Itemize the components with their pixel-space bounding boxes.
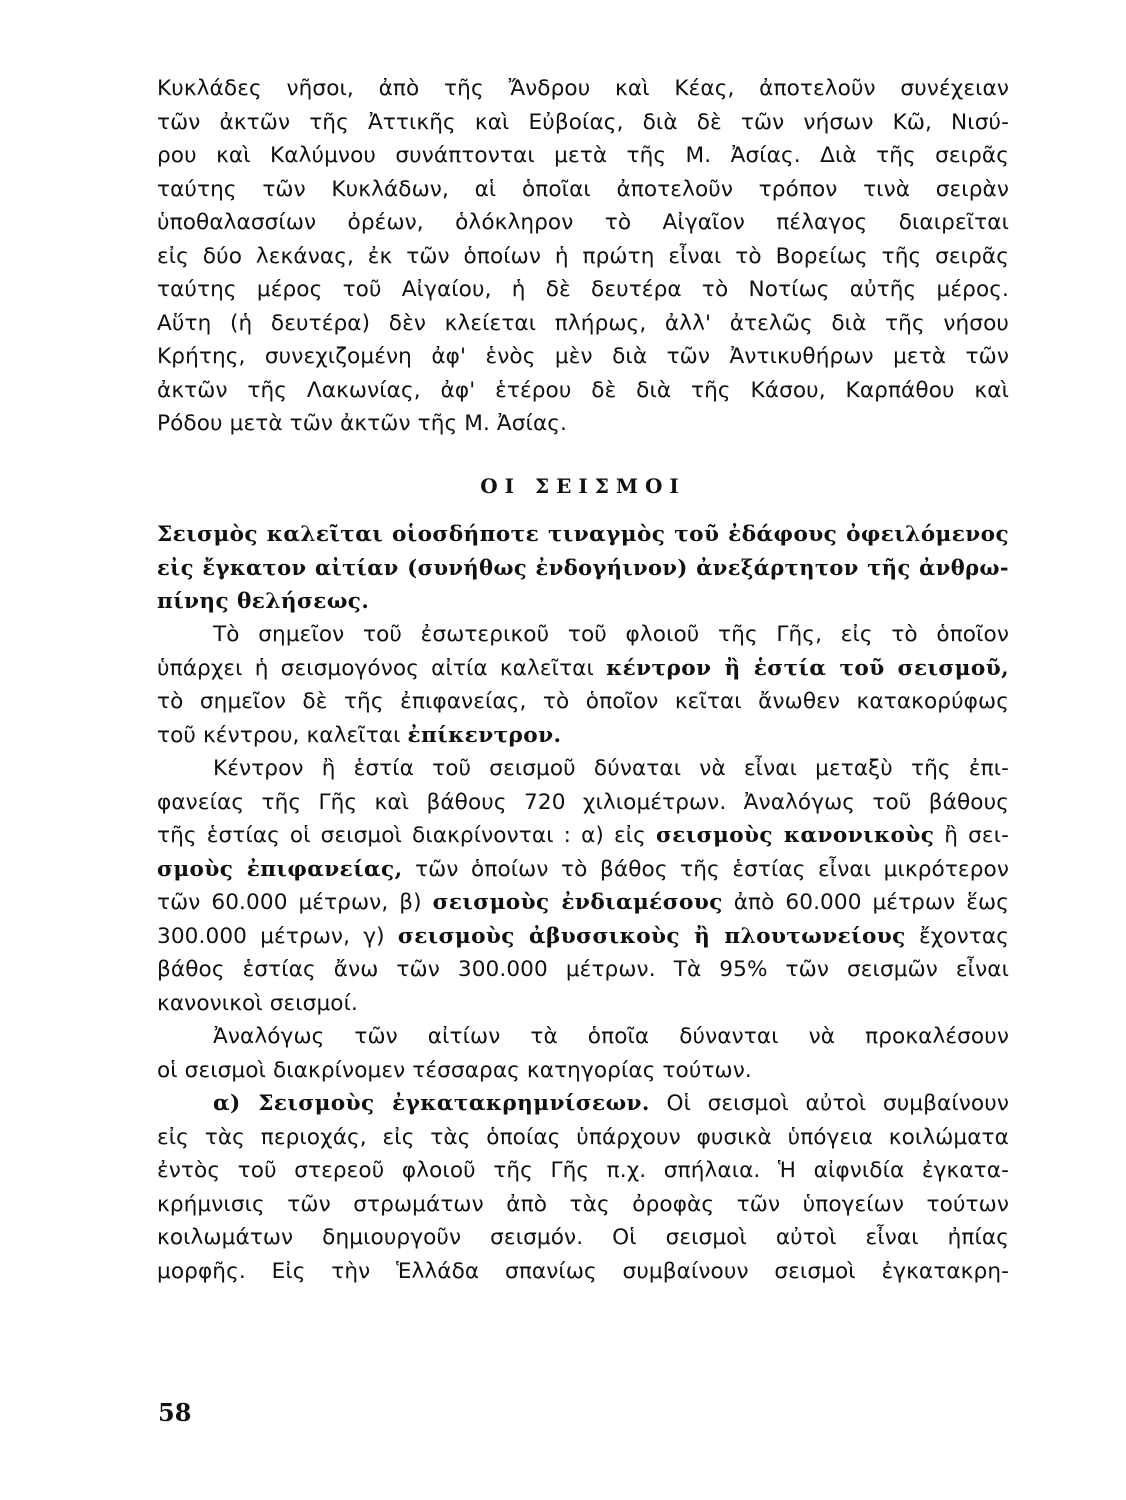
text-line: κανονικοὶ σεισμοί. — [157, 990, 358, 1016]
text-line: ρου καὶ Καλύμνου συνάπτονται μετὰ τῆς Μ. Ἀσίας. Διὰ τῆς σειρᾶς — [157, 143, 1009, 168]
term-collapse: α) Σεισμοὺς ἐγκατακρημνίσεων. — [213, 1091, 650, 1116]
term-intermediate: σεισμοὺς ἐνδιαμέσους — [432, 890, 723, 915]
text-line: τοῦ κέντρου, καλεῖται ἐπίκεντρον. — [157, 722, 562, 748]
text-line: Τὸ σημεῖον τοῦ ἐσωτερικοῦ τοῦ φλοιοῦ τῆς Γῆς, εἰς τὸ ὁποῖον — [213, 622, 1009, 647]
term-focus: κέντρον ἢ ἑστία τοῦ σεισμοῦ, — [606, 655, 1009, 681]
text-line: βάθος ἑστίας ἄνω τῶν 300.000 μέτρων. Τὰ 95% τῶν σεισμῶν εἶναι — [157, 957, 1009, 982]
paragraph-causes — [157, 1020, 1009, 1087]
text-line: Κέντρον ἢ ἑστία τοῦ σεισμοῦ δύναται νὰ εἶναι μεταξὺ τῆς ἐπι- — [213, 756, 1009, 781]
text-line: οἱ σεισμοὶ διακρίνομεν τέσσαρας κατηγορίας τούτων. — [157, 1057, 752, 1083]
text-line: ὑποθαλασσίων ὀρέων, ὁλόκληρον τὸ Αἰγαῖον πέλαγος διαιρεῖται — [157, 210, 1009, 235]
text-line: κοιλωμάτων δημιουργοῦν σεισμόν. Οἱ σεισμοὶ αὐτοὶ εἶναι ἠπίας — [157, 1225, 1009, 1250]
text-line: Κρήτης, συνεχιζομένη ἀφ' ἑνὸς μὲν διὰ τῶν Ἀντικυθήρων μετὰ τῶν — [157, 344, 1009, 369]
text-line: εἰς δύο λεκάνας, ἐκ τῶν ὁποίων ἡ πρώτη εἶναι τὸ Βορείως τῆς σειρᾶς — [157, 243, 1009, 269]
text-line: ἀκτῶν τῆς Λακωνίας, ἀφ' ἑτέρου δὲ διὰ τῆς Κάσου, Καρπάθου καὶ — [157, 377, 1009, 403]
term-abyssal: σεισμοὺς ἀβυσσικοὺς ἢ πλουτωνείους — [397, 923, 906, 949]
text-line: α) Σεισμοὺς ἐγκατακρημνίσεων. Οἱ σεισμοὶ αὐτοὶ συμβαίνουν — [213, 1091, 1009, 1116]
term-normal: σεισμοὺς κανονικοὺς — [655, 823, 935, 848]
text-line: Σεισμὸς καλεῖται οἱοσδήποτε τιναγμὸς τοῦ ἐδάφους ὀφειλόμενος — [157, 521, 1009, 547]
text-line: Ρόδου μετὰ τῶν ἀκτῶν τῆς Μ. Ἀσίας. — [157, 411, 568, 436]
text-line: τῶν 60.000 μέτρων, β) σεισμοὺς ἐνδιαμέσους ἀπὸ 60.000 μέτρων ἕως — [157, 890, 1009, 915]
text-line: πίνης θελήσεως. — [157, 588, 370, 614]
text-line: τῆς ἑστίας οἱ σεισμοὶ διακρίνονται : α) εἰς σεισμοὺς κανονικοὺς ἢ σει- — [157, 823, 1009, 848]
text-line: ὑπάρχει ἡ σεισμογόνος αἰτία καλεῖται κέντρον ἢ ἑστία τοῦ σεισμοῦ, — [157, 655, 1009, 681]
text-line: σμοὺς ἐπιφανείας, τῶν ὁποίων τὸ βάθος τῆς ἑστίας εἶναι μικρότερον — [157, 856, 1009, 882]
definition-paragraph — [157, 518, 1009, 619]
term-epicenter: ἐπίκεντρον. — [407, 722, 562, 748]
text-line: ταύτης τῶν Κυκλάδων, αἱ ὁποῖαι ἀποτελοῦν τρόπον τινὰ σειρὰν — [157, 176, 1009, 202]
section-heading: ΟΙ ΣΕΙΣΜΟΙ — [480, 473, 686, 498]
paragraph-collapse — [157, 1087, 1009, 1288]
text-line: Αὕτη (ἡ δευτέρα) δὲν κλείεται πλήρως, ἀλλ' ἀτελῶς διὰ τῆς νήσου — [157, 310, 1009, 336]
text-line: μορφῆς. Εἰς τὴν Ἑλλάδα σπανίως συμβαίνουν σεισμοὶ ἐγκατακρη- — [157, 1258, 1009, 1284]
text-line: Κυκλάδες νῆσοι, ἀπὸ τῆς Ἄνδρου καὶ Κέας, ἀποτελοῦν συνέχειαν — [157, 76, 1009, 101]
text-line: τὸ σημεῖον δὲ τῆς ἐπιφανείας, τὸ ὁποῖον κεῖται ἄνωθεν κατακορύφως — [157, 689, 1009, 714]
text-line: τῶν ἀκτῶν τῆς Ἀττικῆς καὶ Εὐβοίας, διὰ δὲ τῶν νήσων Κῶ, Νισύ- — [157, 109, 1009, 135]
paragraph-focus — [157, 618, 1009, 752]
text-line: ταύτης μέρος τοῦ Αἰγαίου, ἡ δὲ δευτέρα τὸ Νοτίως αὐτῆς μέρος. — [157, 277, 1009, 302]
text-line: φανείας τῆς Γῆς καὶ βάθους 720 χιλιομέτρων. Ἀναλόγως τοῦ βάθους — [157, 789, 1009, 815]
text-line: Ἀναλόγως τῶν αἰτίων τὰ ὁποῖα δύνανται νὰ προκαλέσουν — [213, 1024, 1009, 1049]
text-line: εἰς ἔγκατον αἰτίαν (συνήθως ἐνδογήινον) ἀνεξάρτητον τῆς ἀνθρω- — [157, 555, 1009, 580]
text-line: ἐντὸς τοῦ στερεοῦ φλοιοῦ τῆς Γῆς π.χ. σπήλαια. Ἡ αἰφνιδία ἐγκατα- — [157, 1158, 1009, 1183]
text-line: κρήμνισις τῶν στρωμάτων ἀπὸ τὰς ὀροφὰς τῶν ὑπογείων τούτων — [157, 1191, 1009, 1217]
paragraph-cyclades — [157, 72, 1009, 441]
text-line: 300.000 μέτρων, γ) σεισμοὺς ἀβυσσικοὺς ἢ πλουτωνείους ἔχοντας — [157, 923, 1009, 949]
paragraph-depth — [157, 752, 1009, 1020]
term-surface: σμοὺς ἐπιφανείας, — [157, 856, 403, 882]
text-line: εἰς τὰς περιοχάς, εἰς τὰς ὁποίας ὑπάρχουν φυσικὰ ὑπόγεια κοιλώματα — [157, 1124, 1009, 1150]
page-number: 58 — [158, 1398, 192, 1427]
page-body — [157, 72, 1009, 1288]
